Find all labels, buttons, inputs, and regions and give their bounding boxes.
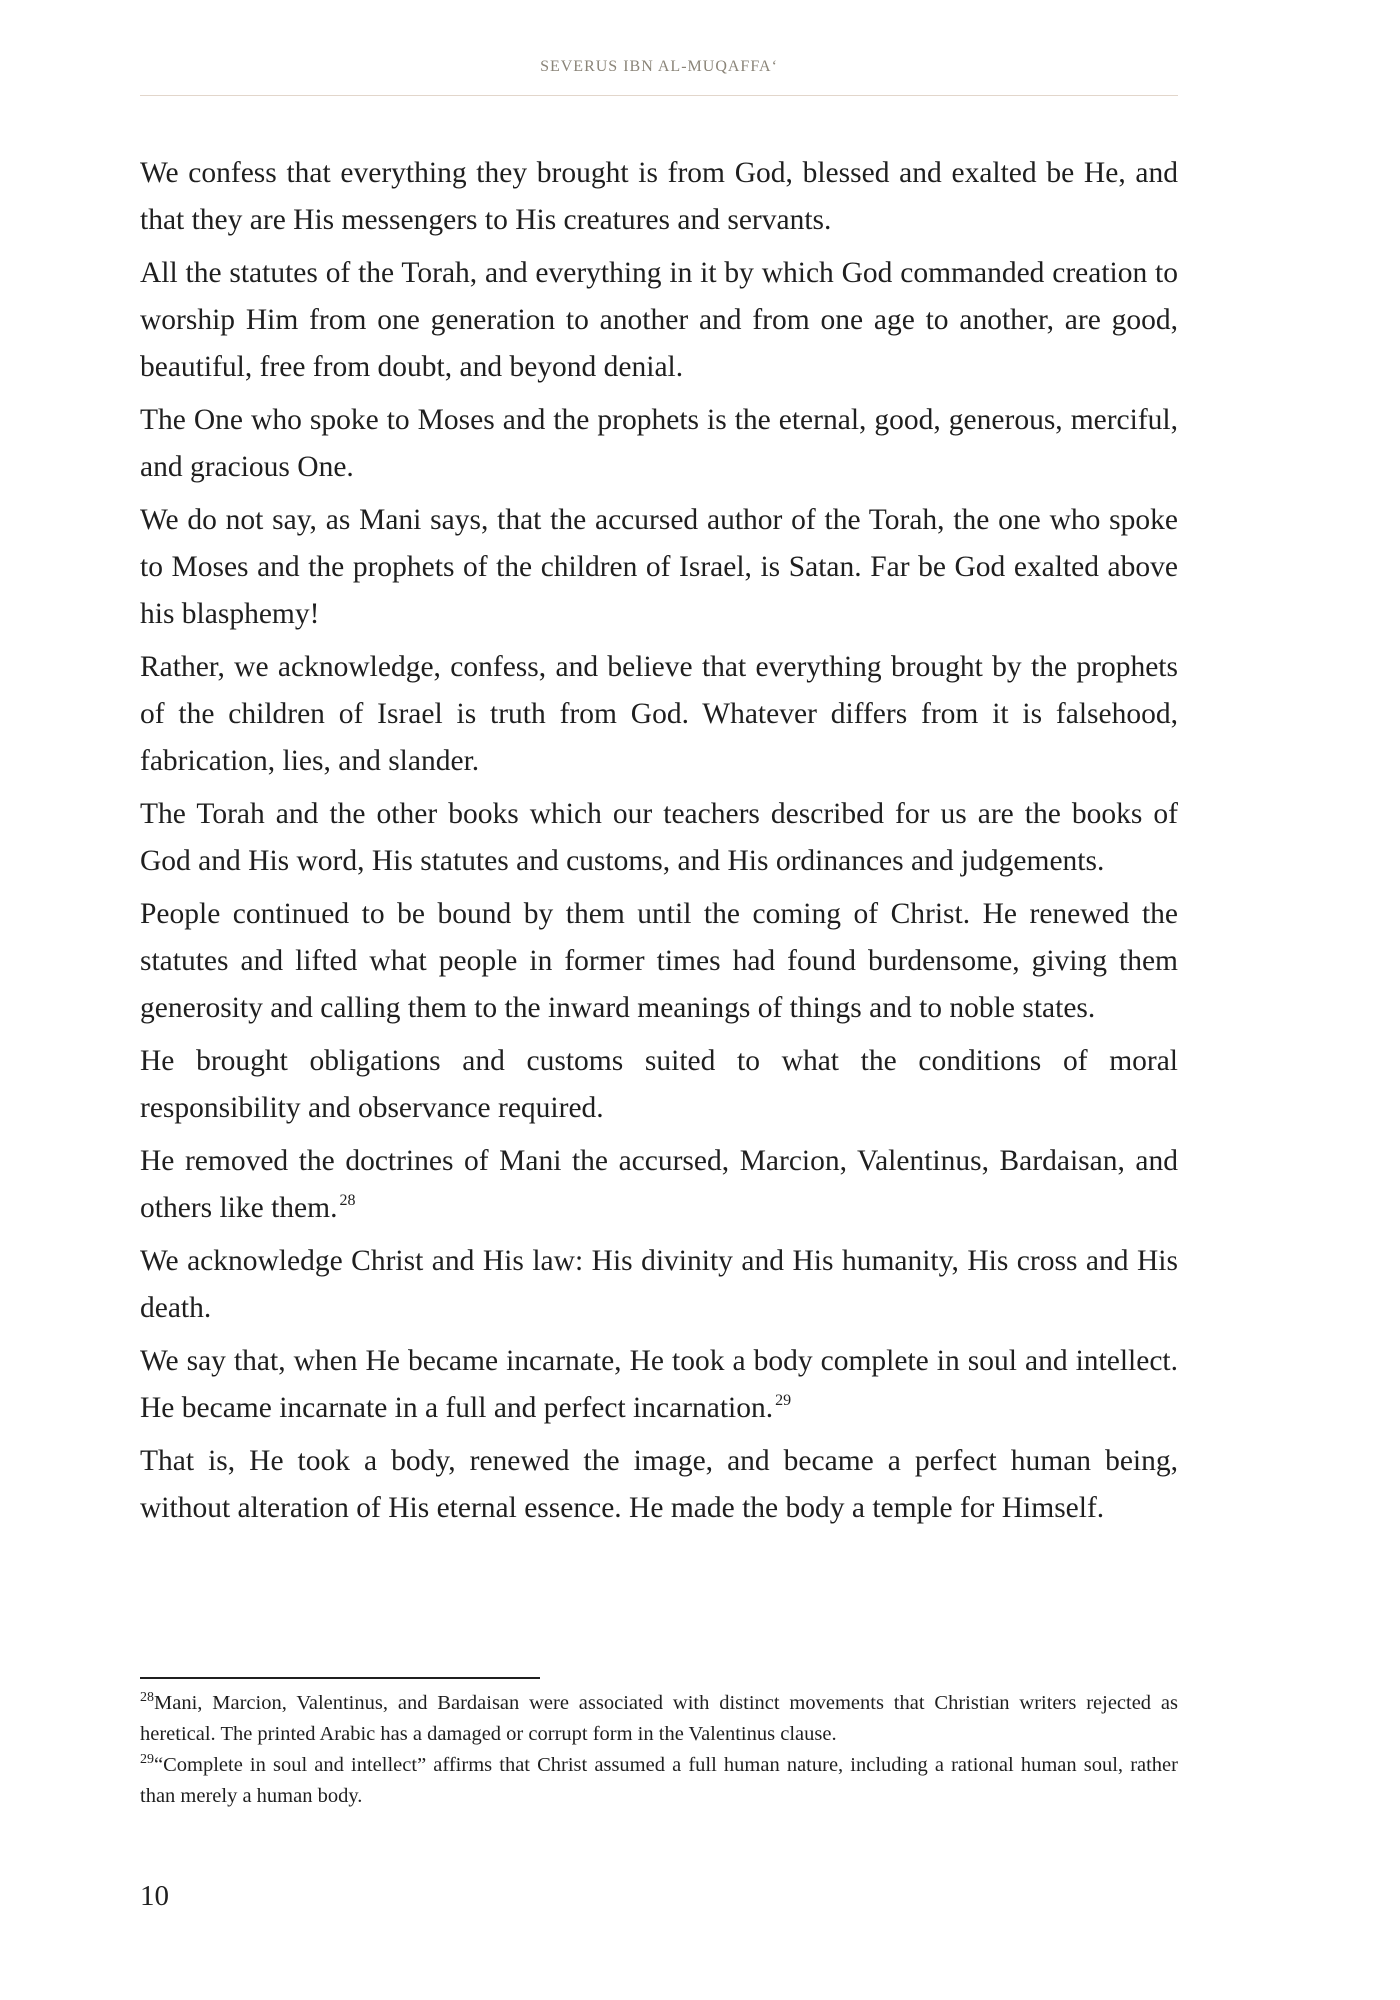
paragraph <box>140 1238 1178 1332</box>
paragraph-text: We say that, when He became incarnate, He took a body complete in soul and intellect. He became incarnate in a full and perfect incarnation. <box>140 1345 1178 1424</box>
paragraph-text: That is, He took a body, renewed the image, and became a perfect human being, without alteration of His eternal essence. He made the body a temple for Himself. <box>140 1445 1178 1524</box>
paragraph-text: Rather, we acknowledge, confess, and believe that everything brought by the prophets of the children of Israel is truth from God. Whatever differs from it is falsehood, fabrication, lies, and slander. <box>140 651 1178 777</box>
footnotes <box>140 1688 1178 1812</box>
paragraph-text: People continued to be bound by them until the coming of Christ. He renewed the statutes and lifted what people in former times had found burdensome, giving them generosity and calling them to the inward meanings of things and to noble states. <box>140 898 1178 1024</box>
page-number: 10 <box>140 1880 169 1912</box>
paragraph <box>140 644 1178 785</box>
paragraph-text: All the statutes of the Torah, and everything in it by which God commanded creation to worship Him from one generation to another and from one age to another, are good, beautiful, free from doubt, and beyond denial. <box>140 257 1178 383</box>
footnote-text: “Complete in soul and intellect” affirms that Christ assumed a full human nature, including a rational human soul, rather than merely a human body. <box>140 1754 1178 1807</box>
paragraph <box>140 1038 1178 1132</box>
paragraph-text: We do not say, as Mani says, that the accursed author of the Torah, the one who spoke to Moses and the prophets of the children of Israel, is Satan. Far be God exalted above his blasphemy! <box>140 504 1178 630</box>
footnote-reference[interactable]: 29 <box>775 1392 792 1409</box>
paragraph <box>140 397 1178 491</box>
header-divider <box>140 95 1178 96</box>
footnote <box>140 1750 1178 1812</box>
paragraph <box>140 1338 1178 1432</box>
body-text <box>140 150 1178 1538</box>
paragraph <box>140 150 1178 244</box>
paragraph <box>140 250 1178 391</box>
paragraph <box>140 1138 1178 1232</box>
footnote-divider <box>140 1677 540 1679</box>
footnote-number: 29 <box>140 1752 154 1767</box>
paragraph-text: The One who spoke to Moses and the prophets is the eternal, good, generous, merciful, and gracious One. <box>140 404 1178 483</box>
paragraph-text: The Torah and the other books which our teachers described for us are the books of God and His word, His statutes and customs, and His ordinances and judgements. <box>140 798 1178 877</box>
paragraph <box>140 891 1178 1032</box>
footnote <box>140 1688 1178 1750</box>
paragraph-text: He removed the doctrines of Mani the accursed, Marcion, Valentinus, Bardaisan, and others like them. <box>140 1145 1178 1224</box>
running-header: SEVERUS IBN AL-MUQAFFA‘ <box>540 58 778 75</box>
paragraph <box>140 497 1178 638</box>
footnote-number: 28 <box>140 1690 154 1705</box>
footnote-reference[interactable]: 28 <box>339 1192 356 1209</box>
paragraph <box>140 791 1178 885</box>
paragraph-text: We acknowledge Christ and His law: His divinity and His humanity, His cross and His death. <box>140 1245 1178 1324</box>
paragraph-text: He brought obligations and customs suited to what the conditions of moral responsibility and observance required. <box>140 1045 1178 1124</box>
paragraph <box>140 1438 1178 1532</box>
footnote-text: Mani, Marcion, Valentinus, and Bardaisan were associated with distinct movements that Christian writers rejected as heretical. The printed Arabic has a damaged or corrupt form in the Valentinus clause. <box>140 1692 1178 1745</box>
paragraph-text: We confess that everything they brought is from God, blessed and exalted be He, and that they are His messengers to His creatures and servants. <box>140 157 1178 236</box>
